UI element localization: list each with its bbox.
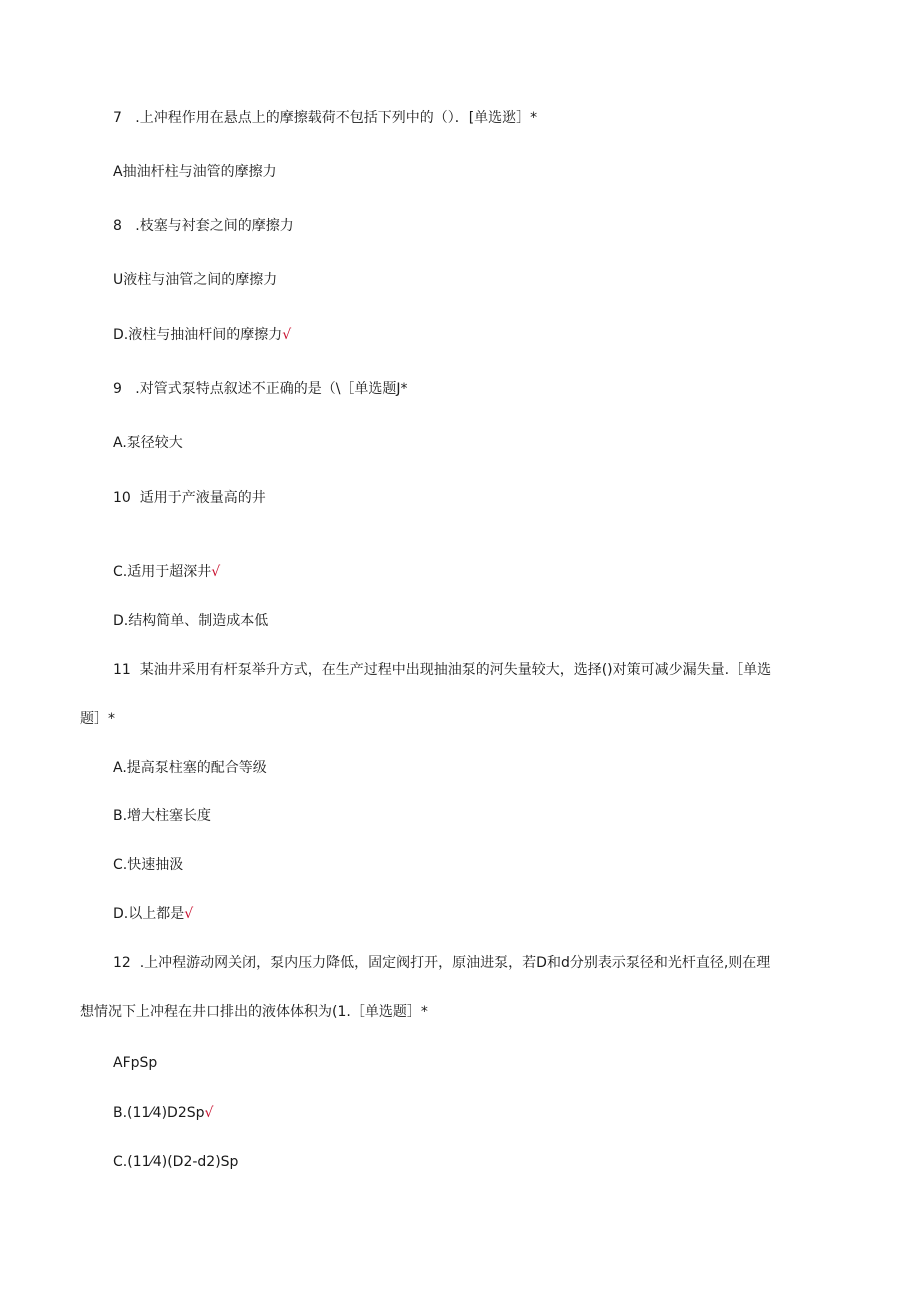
correct-check-mark: √ — [204, 1105, 214, 1121]
question-10-option-c: C.适用于超深井√ — [113, 564, 221, 580]
question-12-option-a: AFpSp — [113, 1055, 158, 1071]
question-11-option-b: B.增大柱塞长度 — [113, 808, 212, 824]
question-7-stem: 7 .上冲程作用在悬点上的摩擦载荷不包括下列中的（）．[单选逖］* — [113, 110, 538, 126]
question-12-option-b: B.(11⁄4)D2Sp√ — [113, 1105, 214, 1121]
question-9-stem: 9 .对管式泵特点叙述不正确的是（\［单选题J* — [113, 381, 408, 397]
question-11-stem-continued: 题］* — [80, 711, 115, 727]
question-9-option-a: A.泵径较大 — [113, 435, 183, 451]
question-11-option-c: C.快速抽汲 — [113, 857, 184, 873]
correct-check-mark: √ — [211, 564, 221, 580]
question-8-option-d: D.液柱与抽油杆间的摩擦力√ — [113, 327, 292, 343]
correct-check-mark: √ — [282, 327, 292, 343]
question-11-option-a: A.提高泵柱塞的配合等级 — [113, 760, 267, 776]
question-8-option-u: U液柱与油管之间的摩擦力 — [113, 272, 278, 288]
question-10-option-d: D.结构简单、制造成本低 — [113, 613, 269, 629]
question-10-stem: 10 适用于产液量高的井 — [113, 490, 266, 506]
question-12-option-c: C.(11⁄4)(D2-d2)Sp — [113, 1154, 239, 1170]
question-8-stem: 8 .枝塞与衬套之间的摩擦力 — [113, 218, 294, 234]
question-7-option-a: A抽油杆柱与油管的摩擦力 — [113, 164, 277, 180]
question-11-stem: 11 某油井采用有杆泵举升方式，在生产过程中出现抽油泵的河失量较大，选择()对策可减少漏失量.［单选 — [113, 662, 772, 678]
question-11-option-d: D.以上都是√ — [113, 906, 194, 922]
correct-check-mark: √ — [184, 906, 194, 922]
question-12-stem-continued: 想情况下上冲程在井口排出的液体体积为(1.［单选题］* — [80, 1004, 428, 1020]
question-12-stem: 12 .上冲程游动网关闭，泵内压力降低，固定阀打开，原油进泵，若D和d分别表示泵径和光杆直径,则在理 — [113, 955, 771, 971]
